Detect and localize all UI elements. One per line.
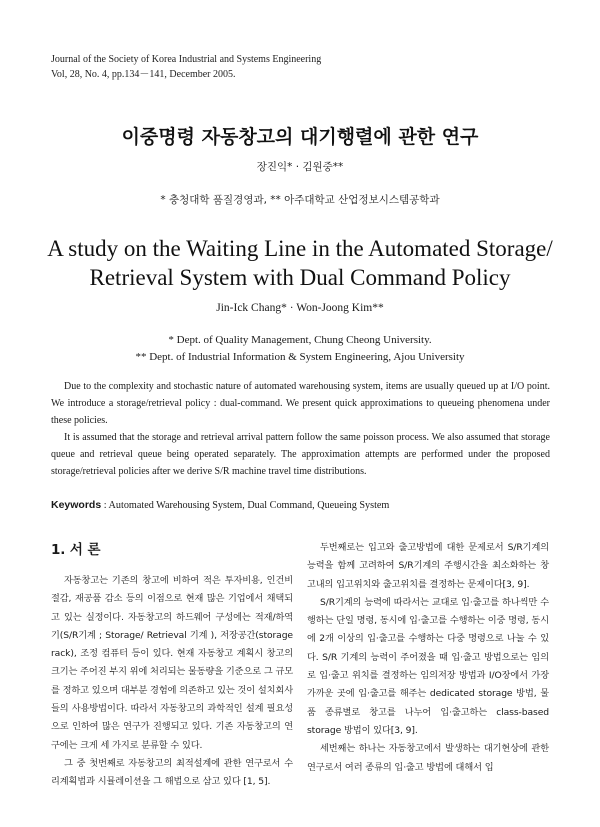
section-heading-introduction: 1. 서 론 <box>51 542 101 558</box>
body-paragraph: S/R기계의 능력에 따라서는 교대로 입·출고를 하나씩만 수행하는 단일 명령, 동시에 입·출고를 수행하는 이중 명령, 동시에 2개 이상의 입·출고를 수행하는 다중 명령으로 나눌 수 있다. S/R 기계의 능력이 주어졌을 때 입·출고 방법으로는 임의로 입·출고 위치를 결정하는 임의저장 방법과 I/O장에서 가장 가까운 곳에 입·출고를 해주는 dedicated storage 방법, 물품 종류별로 창고를 나누어 입·출고하는 class-based storage 방법이 있다[3, 9]. <box>307 596 549 736</box>
abstract-paragraph-2: It is assumed that the storage and retrieval arrival pattern follow the same poisson process. We also assumed that storage queue and retrieval queue being operated separately. The approximation attempts are performed under the proposed storage/retrieval policies after we derive S/R machine travel time distributions. <box>51 432 550 477</box>
korean-affiliation: * 충청대학 품질경영과, ** 아주대학교 산업정보시스템공학과 <box>160 194 440 206</box>
korean-title: 이중명령 자동창고의 대기행렬에 관한 연구 <box>121 126 479 148</box>
journal-name: Journal of the Society of Korea Industrial and Systems Engineering <box>51 54 322 65</box>
body-paragraph: 두번째로는 입고와 출고방법에 대한 문제로서 S/R기계의 능력을 함께 고려하여 S/R기계의 주행시간을 최소화하는 창고내의 입고위치와 출고위치를 결정하는 문제이다[3, 9]. <box>307 542 549 590</box>
english-title-line-2: Retrieval System with Dual Command Policy <box>89 265 511 290</box>
keywords-label: Keywords <box>51 499 102 511</box>
korean-authors: 장진익* · 김원중** <box>256 161 344 173</box>
abstract-paragraph-1: Due to the complexity and stochastic nature of automated warehousing system, items are usually queued up at I/O point. We introduce a storage/retrieval policy : dual-command. We present quick approximations to queueing phenomena under these policies. <box>51 381 550 426</box>
body-column-left <box>51 540 293 792</box>
abstract <box>51 378 550 480</box>
body-paragraph: 세번째는 하나는 자동창고에서 발생하는 대기현상에 관한 연구로서 여러 종류의 입·출고 방법에 대해서 입 <box>307 743 549 773</box>
english-affiliation-line-2: ** Dept. of Industrial Information & System Engineering, Ajou University <box>135 351 465 363</box>
keywords-text: : Automated Warehousing System, Dual Command, Queueing System <box>101 500 390 511</box>
body-paragraph: 그 중 첫번째로 자동창고의 최적설계에 관한 연구로서 수리계획법과 시뮬레이션을 그 해법으로 삼고 있다 [1, 5]. <box>51 757 293 788</box>
english-title <box>0 234 600 292</box>
journal-header <box>51 52 321 82</box>
body-column-right <box>307 539 549 777</box>
english-title-line-1: A study on the Waiting Line in the Automated Storage/ <box>47 236 553 261</box>
english-affiliation <box>0 332 600 366</box>
body-paragraph: 자동창고는 기존의 창고에 비하여 적은 투자비용, 인건비 절감, 재공품 감소 등의 이점으로 현재 많은 기업에서 채택되고 있는 실정이다. 자동창고의 하드웨어 구성에는 적재/하역기(S/R기계 ; Storage/ Retrieval 기계 ), 저장공간(storage rack), 조정 컴퓨터 등이 있다. 현재 자동창고 계획시 창고의 크기는 주어진 부지 위에 처리되는 물동량을 기준으로 그 규모를 정하고 있으며 대부분 경험에 의존하고 있는 것이 설치회사들의 사용방법이다. 따라서 자동창고의 과학적인 설계 필요성으로 인하여 많은 연구가 진행되고 있다. 기존 자동창고의 연구에는 크게 세 가지로 분류할 수 있다. <box>51 575 293 751</box>
journal-volume: Vol, 28, No. 4, pp.134－141, December 2005. <box>51 69 236 80</box>
english-affiliation-line-1: * Dept. of Quality Management, Chung Cheong University. <box>168 334 432 346</box>
english-authors: Jin-Ick Chang* · Won-Joong Kim** <box>216 302 384 314</box>
keywords <box>51 499 550 511</box>
